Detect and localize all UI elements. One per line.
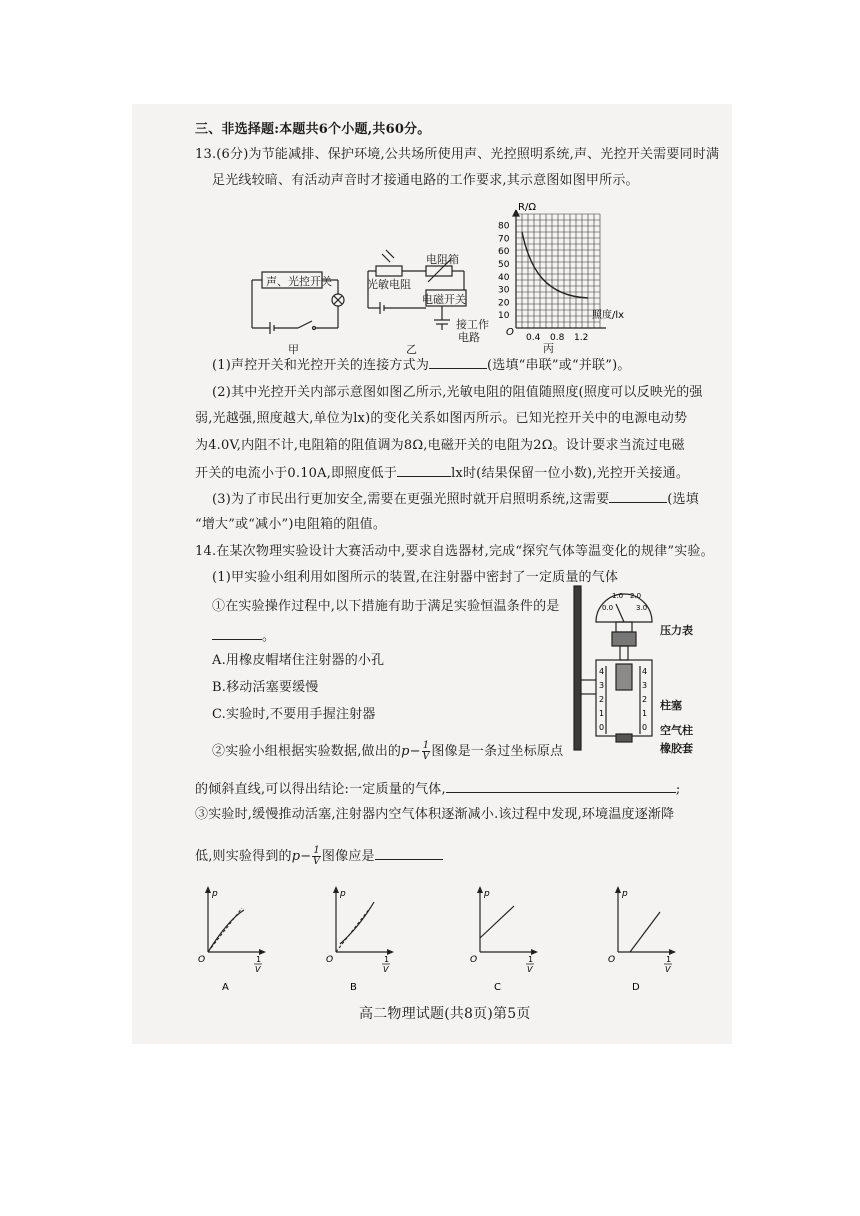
syringe-scale-left: 2 bbox=[599, 695, 605, 704]
graph-x-den: V bbox=[665, 965, 671, 974]
y-tick-label: 30 bbox=[498, 285, 510, 296]
graph-d bbox=[608, 882, 688, 992]
graph-p-label: p bbox=[212, 889, 218, 899]
q14-sub1-end: 。 bbox=[262, 629, 276, 644]
graph-origin-label: O bbox=[198, 955, 206, 965]
y-tick-label: 10 bbox=[498, 311, 510, 322]
syringe-scale-left: 1 bbox=[599, 709, 605, 718]
figure-bing-graph bbox=[496, 200, 666, 360]
q14-sub3-tail: 图像应是 bbox=[321, 849, 375, 864]
q14-sub1-answer bbox=[212, 626, 275, 646]
q14-intro: 14.在某次物理实验设计大赛活动中,要求自选器材,完成“探究气体等温变化的规律”实验。 bbox=[195, 544, 714, 559]
figure-jia-caption: 甲 bbox=[288, 343, 299, 356]
syringe-scale-left: 4 bbox=[599, 667, 605, 676]
p-variable: p bbox=[401, 744, 410, 759]
x-tick-label: 1.2 bbox=[574, 333, 589, 343]
syringe-scale-right: 0 bbox=[642, 723, 648, 732]
y-axis-label: R/Ω bbox=[518, 202, 536, 213]
graph-x-den: V bbox=[383, 965, 389, 974]
graph-b bbox=[326, 882, 406, 992]
y-tick-label: 50 bbox=[498, 260, 510, 270]
q14-option-c: C.实验时,不要用手握注射器 bbox=[212, 707, 376, 722]
graph-option-label: A bbox=[222, 982, 229, 992]
q13-intro-line1: 13.(6分)为节能减排、保护环境,公共场所使用声、光控照明系统,声、光控开关需要同时满 bbox=[195, 147, 720, 162]
syringe-scale-left: 0 bbox=[599, 723, 605, 732]
q13-part3-line2: “增大”或“减小”)电阻箱的阻值。 bbox=[195, 517, 387, 532]
q13-part3-hint: (选填 bbox=[667, 492, 699, 507]
syringe-scale-right: 4 bbox=[642, 667, 648, 676]
q13-part3-blank[interactable] bbox=[609, 489, 667, 503]
y-tick-label: 70 bbox=[498, 234, 510, 245]
q13-part2-line3: 为4.0V,内阻不计,电阻箱的阻值调为8Ω,电磁开关的电阻为2Ω。设计要求当流过电磁 bbox=[195, 438, 685, 453]
gauge-label: 压力表 bbox=[660, 624, 693, 637]
graph-p-label: p bbox=[622, 889, 628, 899]
q14-sub3-line2: 低,则实验得到的p− $\frac{1}{V}$ 图像应是 bbox=[195, 846, 443, 867]
page-footer: 高二物理试题(共8页)第5页 bbox=[359, 1006, 531, 1022]
y-tick-label: 80 bbox=[498, 221, 510, 232]
syringe-scale-right: 2 bbox=[642, 695, 648, 704]
syringe-scale-right: 1 bbox=[642, 709, 648, 718]
figure-yi-caption: 乙 bbox=[406, 343, 417, 356]
q14-sub2-line2 bbox=[195, 779, 680, 799]
rubber-cap-icon bbox=[616, 734, 632, 742]
work-circuit-label-1: 接工作 bbox=[456, 318, 489, 331]
q14-option-a: A.用橡皮帽堵住注射器的小孔 bbox=[212, 653, 385, 668]
sound-light-switch-label: 声、光控开关 bbox=[266, 275, 332, 288]
gauge-dial-2: 2.0 bbox=[630, 592, 642, 600]
graph-origin-label: O bbox=[608, 955, 616, 965]
q14-sub2-end: ; bbox=[675, 782, 681, 797]
syringe-scale-left: 3 bbox=[599, 681, 605, 690]
x-axis-label: 照度/lx bbox=[592, 310, 625, 321]
q14-sub2-conclusion: 的倾斜直线,可以得出结论:一定质量的气体, bbox=[195, 782, 446, 797]
reciprocal-v: $\frac{1}{V}$ bbox=[422, 740, 430, 762]
photoresistor-label: 光敏电阻 bbox=[367, 278, 411, 291]
graph-x-num: 1 bbox=[528, 955, 534, 964]
y-tick-label: 40 bbox=[498, 272, 510, 283]
graph-a bbox=[198, 882, 278, 992]
reciprocal-v: $\frac{1}{V}$ bbox=[312, 845, 321, 867]
q13-part2-blank[interactable] bbox=[397, 463, 451, 477]
graph-c bbox=[470, 882, 550, 992]
q13-part3-line1 bbox=[212, 489, 699, 509]
q14-option-b: B.移动活塞要缓慢 bbox=[212, 680, 319, 695]
q13-part1-text: (1)声控开关和光控开关的连接方式为 bbox=[212, 358, 430, 373]
q14-sub2-tail: 图像是一条过坐标原点 bbox=[431, 744, 564, 759]
q13-part2-line4 bbox=[195, 463, 689, 483]
q14-sub2-line1: ②实验小组根据实验数据,做出的p− $\frac{1}{V}$ 图像是一条过坐标原点 bbox=[212, 740, 564, 762]
resistance-curve bbox=[522, 232, 588, 298]
resistor-box-label: 电阻箱 bbox=[426, 253, 459, 266]
q13-part3-text: (3)为了市民出行更加安全,需要在更强光照时就开启照明系统,这需要 bbox=[212, 492, 610, 507]
photoresistor-icon bbox=[376, 266, 402, 276]
q13-part2-tail: lx时(结果保留一位小数),光控开关接通。 bbox=[451, 466, 690, 481]
graph-x-num: 1 bbox=[384, 955, 390, 964]
q14-sub3-text: 低,则实验得到的 bbox=[195, 849, 292, 864]
y-tick-label: 60 bbox=[498, 247, 510, 258]
gauge-dial-0: 0.0 bbox=[602, 604, 614, 612]
gauge-dial-3: 3.0 bbox=[636, 604, 648, 612]
work-circuit-label-2: 电路 bbox=[458, 331, 480, 344]
graph-x-den: V bbox=[527, 965, 533, 974]
q14-sub2-text: ②实验小组根据实验数据,做出的 bbox=[212, 744, 402, 759]
graph-p-label: p bbox=[340, 889, 346, 899]
q13-part2-text: 开关的电流小于0.10A,即照度低于 bbox=[195, 466, 398, 481]
graph-origin: O bbox=[506, 327, 514, 338]
p-variable: p bbox=[291, 849, 301, 864]
y-tick-label: 20 bbox=[498, 298, 510, 309]
x-tick-label: 0.4 bbox=[526, 333, 541, 343]
air-column-label: 空气柱 bbox=[660, 724, 693, 737]
graph-x-num: 1 bbox=[666, 955, 672, 964]
q14-part1: (1)甲实验小组利用如图所示的装置,在注射器中密封了一定质量的气体 bbox=[212, 570, 619, 585]
q13-part2-line1: (2)其中光控开关内部示意图如图乙所示,光敏电阻的阻值随照度(照度可以反映光的强 bbox=[212, 385, 703, 400]
q14-sub1-blank[interactable] bbox=[212, 626, 262, 640]
rubber-cap-label: 橡胶套 bbox=[660, 742, 693, 755]
q13-intro-line2: 足光线较暗、有活动声音时才接通电路的工作要求,其示意图如图甲所示。 bbox=[212, 173, 639, 188]
graph-x-den: V bbox=[255, 965, 261, 974]
q14-sub3-line1: ③实验时,缓慢推动活塞,注射器内空气体积逐渐减小.该过程中发现,环境温度逐渐降 bbox=[195, 807, 675, 822]
switch-icon bbox=[298, 321, 312, 328]
piston-label: 柱塞 bbox=[660, 699, 682, 712]
graph-option-label: D bbox=[632, 982, 640, 992]
figure-bing-caption: 丙 bbox=[543, 342, 554, 355]
graph-x-num: 1 bbox=[256, 955, 262, 964]
graph-origin-label: O bbox=[326, 955, 334, 965]
q14-sub1-line1: ①在实验操作过程中,以下措施有助于满足实验恒温条件的是 bbox=[212, 599, 560, 614]
iron-stand bbox=[574, 586, 581, 750]
section-header: 三、非选择题:本题共6个小题,共60分。 bbox=[195, 122, 431, 137]
graph-option-label: C bbox=[494, 982, 501, 992]
q14-sub2-blank[interactable] bbox=[446, 779, 676, 793]
q13-part2-line2: 弱,光越强,照度越大,单位为lx)的变化关系如图丙所示。已知光控开关中的电源电动势 bbox=[195, 411, 688, 426]
gauge-dial-1: 1.0 bbox=[612, 592, 624, 600]
graph-p-label: p bbox=[484, 889, 490, 899]
syringe-scale-right: 3 bbox=[642, 681, 648, 690]
x-tick-label: 0.8 bbox=[550, 333, 565, 343]
piston-icon bbox=[616, 664, 632, 690]
q14-sub3-blank[interactable] bbox=[375, 846, 443, 860]
q13-part1-hint: (选填“串联”或“并联”)。 bbox=[487, 358, 631, 373]
graph-origin-label: O bbox=[470, 955, 478, 965]
graph-option-label: B bbox=[350, 982, 357, 992]
em-switch-label: 电磁开关 bbox=[422, 293, 466, 306]
graph-grid bbox=[516, 214, 600, 328]
q13-part1 bbox=[212, 355, 631, 375]
q13-part1-blank[interactable] bbox=[429, 355, 487, 369]
